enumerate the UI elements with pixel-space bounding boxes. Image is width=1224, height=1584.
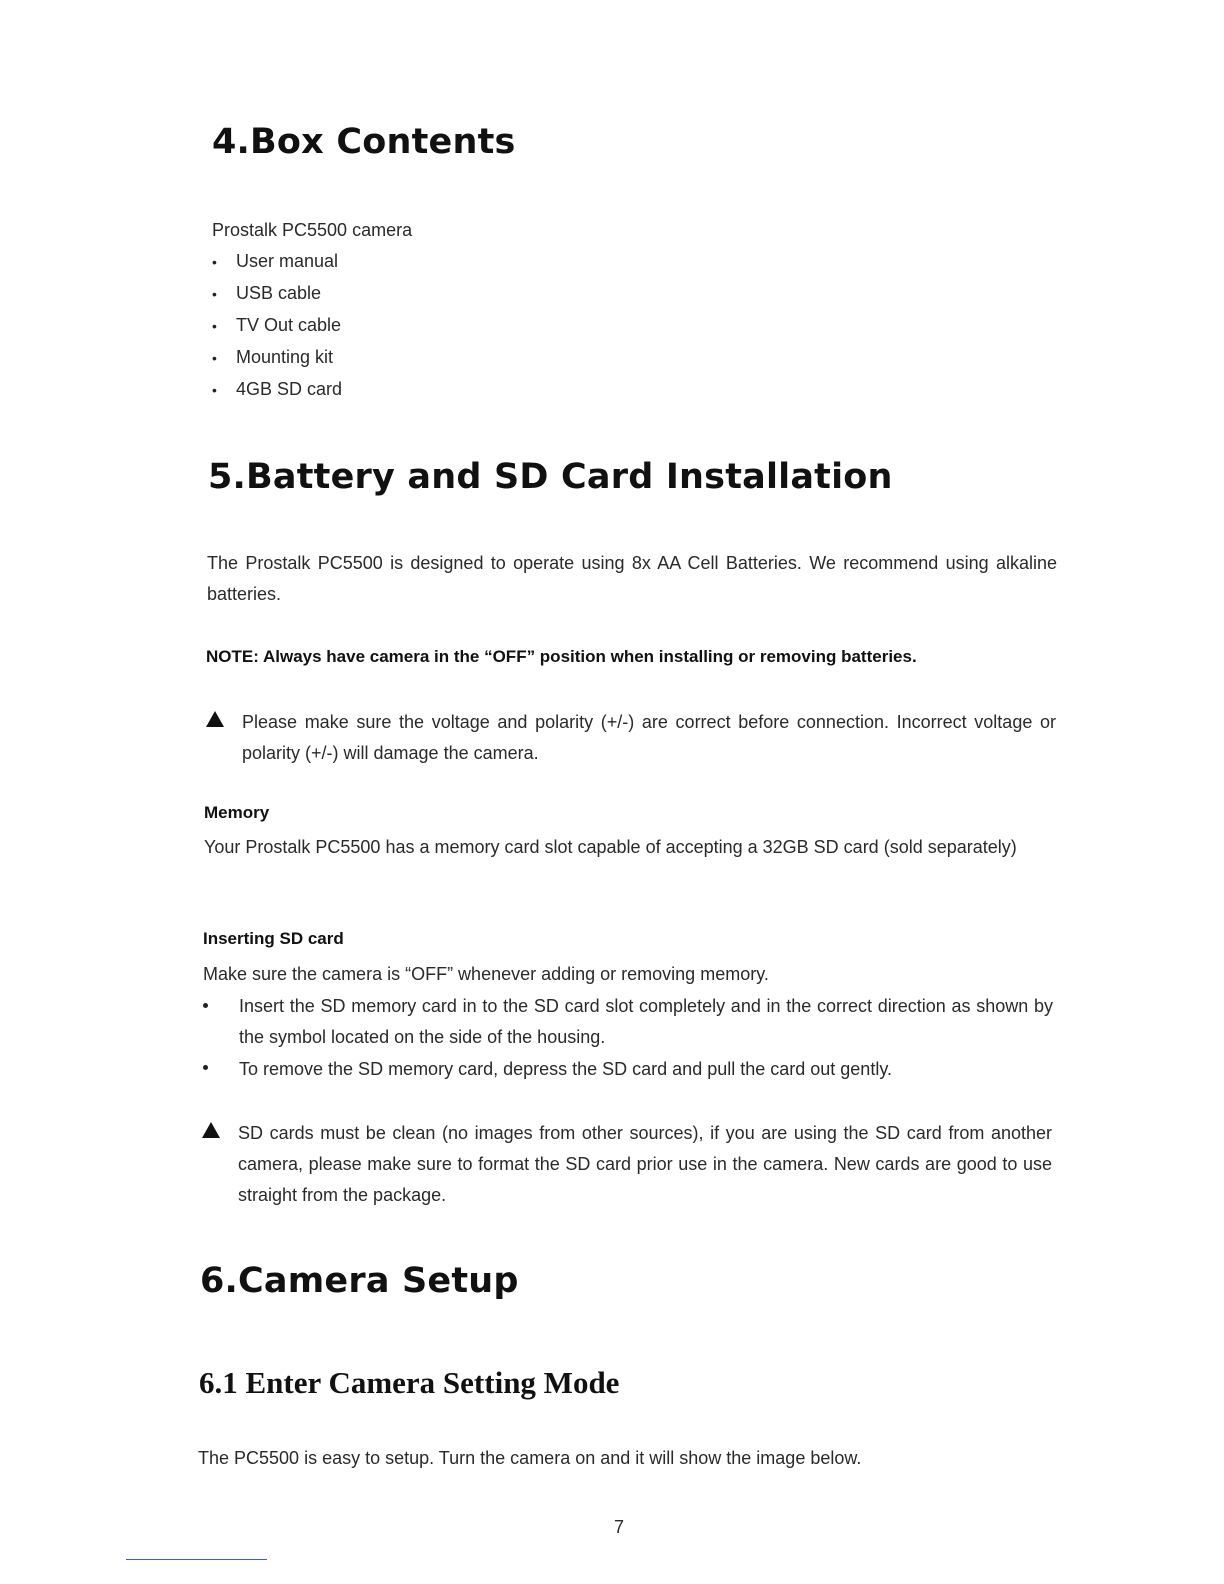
list-item: • TV Out cable — [212, 310, 342, 342]
list-item: • USB cable — [212, 278, 342, 310]
sd-card-warning: SD cards must be clean (no images from other sources), if you are using the SD card from another camera, please make sure to format the SD card prior use in the camera. New cards are good to use straight from the package. — [238, 1123, 1052, 1205]
bullet-icon — [203, 1065, 208, 1070]
battery-note: NOTE: Always have camera in the “OFF” position when installing or removing batteries. — [206, 647, 917, 666]
inserting-heading: Inserting SD card — [203, 929, 344, 948]
box-intro: Prostalk PC5500 camera — [212, 220, 413, 240]
setup-text: The PC5500 is easy to setup. Turn the camera on and it will show the image below. — [198, 1448, 862, 1468]
list-item: To remove the SD memory card, depress the SD card and pull the card out gently. — [239, 1059, 892, 1079]
bullet-icon: • — [212, 286, 217, 302]
bullet-icon: • — [212, 350, 217, 366]
warning-icon — [206, 711, 224, 727]
section-5-title: 5.Battery and SD Card Installation — [208, 457, 893, 497]
bullet-icon: • — [212, 254, 217, 270]
list-item: Insert the SD memory card in to the SD card slot completely and in the correct direction as shown by the symbol located on the side of the housing. — [239, 996, 1053, 1047]
list-item: • 4GB SD card — [212, 374, 342, 406]
memory-text: Your Prostalk PC5500 has a memory card slot capable of accepting a 32GB SD card (sold separately) — [204, 837, 1017, 857]
bullet-icon: • — [212, 318, 217, 334]
polarity-warning: Please make sure the voltage and polarity (+/-) are correct before connection. Incorrect voltage or polarity (+/-) will damage the camera. — [242, 712, 1056, 763]
memory-heading: Memory — [204, 803, 270, 822]
bullet-icon: • — [212, 382, 217, 398]
bullet-icon — [203, 1003, 208, 1008]
section-6-1-title: 6.1 Enter Camera Setting Mode — [199, 1365, 620, 1400]
box-contents-list — [212, 246, 342, 406]
warning-icon — [202, 1122, 220, 1138]
list-item: • Mounting kit — [212, 342, 342, 374]
list-item: • User manual — [212, 246, 342, 278]
inserting-text: Make sure the camera is “OFF” whenever adding or removing memory. — [203, 964, 769, 984]
section-4-title: 4.Box Contents — [212, 122, 516, 162]
page-number: 7 — [614, 1517, 625, 1537]
footer-divider — [126, 1559, 267, 1560]
battery-intro: The Prostalk PC5500 is designed to operate using 8x AA Cell Batteries. We recommend using alkaline batteries. — [207, 553, 1057, 604]
section-6-title: 6.Camera Setup — [200, 1261, 519, 1301]
